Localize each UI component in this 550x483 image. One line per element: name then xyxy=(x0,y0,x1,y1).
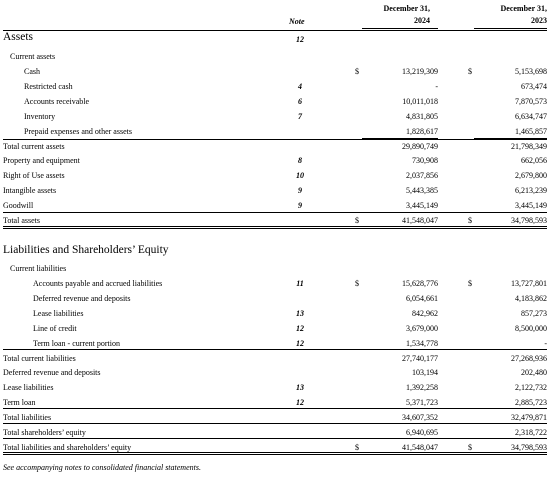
rule-total-liabilities xyxy=(3,408,547,409)
table-row xyxy=(0,306,550,321)
currency-symbol-2023: $ xyxy=(468,67,472,76)
row-label: Total shareholders’ equity xyxy=(3,428,86,437)
value-2023: 6,634,747 xyxy=(515,111,547,121)
row-label: Deferred revenue and deposits xyxy=(3,368,101,378)
value-2024: 1,828,617 xyxy=(406,126,438,136)
value-2024: 730,908 xyxy=(412,156,438,166)
value-2024: 34,607,352 xyxy=(402,413,438,423)
table-row xyxy=(0,64,550,79)
row-label: Total assets xyxy=(3,216,40,225)
row-label: Accounts payable and accrued liabilities xyxy=(33,279,163,288)
value-2024: 6,940,695 xyxy=(406,428,438,437)
note-ref: 9 xyxy=(298,186,302,196)
current-liabilities-heading: Current liabilities xyxy=(10,264,67,273)
col1-header-line1: December 31, xyxy=(383,4,430,13)
row-label: Term loan - current portion xyxy=(33,338,120,348)
table-row xyxy=(0,168,550,183)
header-rule-col2 xyxy=(474,28,547,29)
double-rule-total-liabilities-equity xyxy=(3,452,547,455)
note-ref: 12 xyxy=(296,398,304,408)
note-ref: 6 xyxy=(298,96,302,106)
value-2024: 3,445,149 xyxy=(406,201,438,211)
assets-title-note xyxy=(0,32,550,47)
note-ref: 12 xyxy=(296,35,304,44)
value-2024: 15,628,776 xyxy=(402,279,438,288)
row-label: Prepaid expenses and other assets xyxy=(24,126,132,136)
value-2024: 41,548,047 xyxy=(402,216,438,225)
rule-total-equity-bottom xyxy=(3,438,547,439)
value-2023: 857,273 xyxy=(521,308,547,318)
col2-header xyxy=(445,3,547,27)
liabilities-title: Liabilities and Shareholders’ Equity xyxy=(3,244,169,256)
table-row xyxy=(0,198,550,213)
row-label: Intangible assets xyxy=(3,186,57,196)
value-2024: 2,037,856 xyxy=(406,171,438,181)
currency-symbol-2024: $ xyxy=(355,279,359,288)
note-ref: 12 xyxy=(296,338,304,348)
table-row xyxy=(0,139,550,154)
table-row xyxy=(0,79,550,94)
currency-symbol-2024: $ xyxy=(355,216,359,225)
value-2023: 34,798,593 xyxy=(511,216,547,225)
value-2023: 2,885,723 xyxy=(515,398,547,408)
col2-header-line1: December 31, xyxy=(500,4,547,13)
value-2024: 1,534,778 xyxy=(406,338,438,348)
value-2024: 103,194 xyxy=(412,368,438,378)
double-rule-total-assets xyxy=(3,226,547,229)
value-2023: 2,318,722 xyxy=(515,428,547,437)
value-2023: 8,500,000 xyxy=(515,323,547,333)
currency-symbol-2023: $ xyxy=(468,216,472,225)
row-label: Total liabilities xyxy=(3,413,52,423)
value-2023: - xyxy=(544,338,547,348)
value-2024: 4,831,805 xyxy=(406,111,438,121)
table-row xyxy=(0,109,550,124)
note-ref: 12 xyxy=(296,323,304,333)
note-ref: 8 xyxy=(298,156,302,166)
table-row xyxy=(0,321,550,336)
row-label: Goodwill xyxy=(3,201,34,211)
row-label: Accounts receivable xyxy=(24,96,90,106)
value-2023: 32,479,871 xyxy=(511,413,547,423)
value-2024: 27,740,177 xyxy=(402,353,438,363)
table-row xyxy=(0,124,550,139)
row-label: Lease liabilities xyxy=(33,308,84,318)
value-2023: 4,183,862 xyxy=(515,293,547,303)
col1-header-line2: 2024 xyxy=(414,16,430,25)
row-label: Line of credit xyxy=(33,323,77,333)
table-row xyxy=(0,291,550,306)
value-2023: 2,679,800 xyxy=(515,171,547,181)
row-label: Restricted cash xyxy=(24,81,73,91)
value-2024: 10,011,018 xyxy=(402,96,438,106)
note-ref: 9 xyxy=(298,201,302,211)
footnote: See accompanying notes to consolidated financial statements. xyxy=(3,463,201,472)
col2-header-line2: 2023 xyxy=(531,16,547,25)
value-2023: 34,798,593 xyxy=(511,442,547,452)
row-label: Total current liabilities xyxy=(3,353,76,363)
row-label: Term loan xyxy=(3,398,36,408)
value-2023: 21,798,349 xyxy=(511,141,547,151)
rule-total-current-liabilities xyxy=(3,349,547,350)
value-2023: 13,727,801 xyxy=(511,279,547,288)
note-ref: 13 xyxy=(296,383,304,393)
value-2024: 6,054,661 xyxy=(406,293,438,303)
current-assets-heading: Current assets xyxy=(10,52,56,61)
value-2024: 29,890,749 xyxy=(402,141,438,151)
note-ref: 4 xyxy=(298,81,302,91)
current-liabilities-label xyxy=(0,261,550,276)
row-label: Total current assets xyxy=(3,141,65,151)
rule-total-equity xyxy=(3,423,547,424)
currency-symbol-2024: $ xyxy=(355,67,359,76)
value-2023: 2,122,732 xyxy=(515,383,547,393)
value-2024: 842,962 xyxy=(412,308,438,318)
table-row xyxy=(0,380,550,395)
value-2023: 7,870,573 xyxy=(515,96,547,106)
row-label: Deferred revenue and deposits xyxy=(33,293,131,303)
row-label: Property and equipment xyxy=(3,156,80,166)
rule-total-current-assets xyxy=(3,139,547,140)
row-label: Inventory xyxy=(24,111,56,121)
currency-symbol-2023: $ xyxy=(468,279,472,288)
table-row xyxy=(0,276,550,291)
note-ref: 7 xyxy=(298,111,302,121)
value-2023: 202,480 xyxy=(521,368,547,378)
col1-header xyxy=(330,3,430,27)
row-label: Lease liabilities xyxy=(3,383,54,393)
value-2024: 3,679,000 xyxy=(406,323,438,333)
header-rule-col1 xyxy=(362,28,438,29)
note-ref: 11 xyxy=(296,279,304,288)
header-rule xyxy=(3,30,547,31)
table-row xyxy=(0,183,550,198)
note-header: Note xyxy=(289,17,305,26)
value-2024: 1,392,258 xyxy=(406,383,438,393)
value-2023: 662,056 xyxy=(521,156,547,166)
table-row xyxy=(0,153,550,168)
row-label: Right of Use assets xyxy=(3,171,65,181)
note-ref: 13 xyxy=(296,308,304,318)
value-2024: 5,443,385 xyxy=(406,186,438,196)
value-2024: 5,371,723 xyxy=(406,398,438,408)
value-2023: 6,213,239 xyxy=(515,186,547,196)
value-2024: 41,548,047 xyxy=(402,442,438,452)
value-2023: 27,268,936 xyxy=(511,353,547,363)
table-row xyxy=(0,94,550,109)
rule-before-total-assets xyxy=(3,212,547,213)
currency-symbol-2024: $ xyxy=(355,442,359,452)
row-label: Total liabilities and shareholders’ equity xyxy=(3,442,132,452)
note-ref: 10 xyxy=(296,171,304,181)
value-2023: 5,153,698 xyxy=(515,67,547,76)
value-2024: 13,219,309 xyxy=(402,67,438,76)
value-2024: - xyxy=(435,81,438,91)
value-2023: 673,474 xyxy=(521,81,547,91)
row-label: Cash xyxy=(24,67,40,76)
table-row xyxy=(0,351,550,366)
currency-symbol-2023: $ xyxy=(468,442,472,452)
assets-title: Assets xyxy=(3,31,34,43)
value-2023: 1,465,857 xyxy=(515,126,547,136)
value-2023: 3,445,149 xyxy=(515,201,547,211)
current-assets-label xyxy=(0,49,550,64)
table-row xyxy=(0,365,550,380)
